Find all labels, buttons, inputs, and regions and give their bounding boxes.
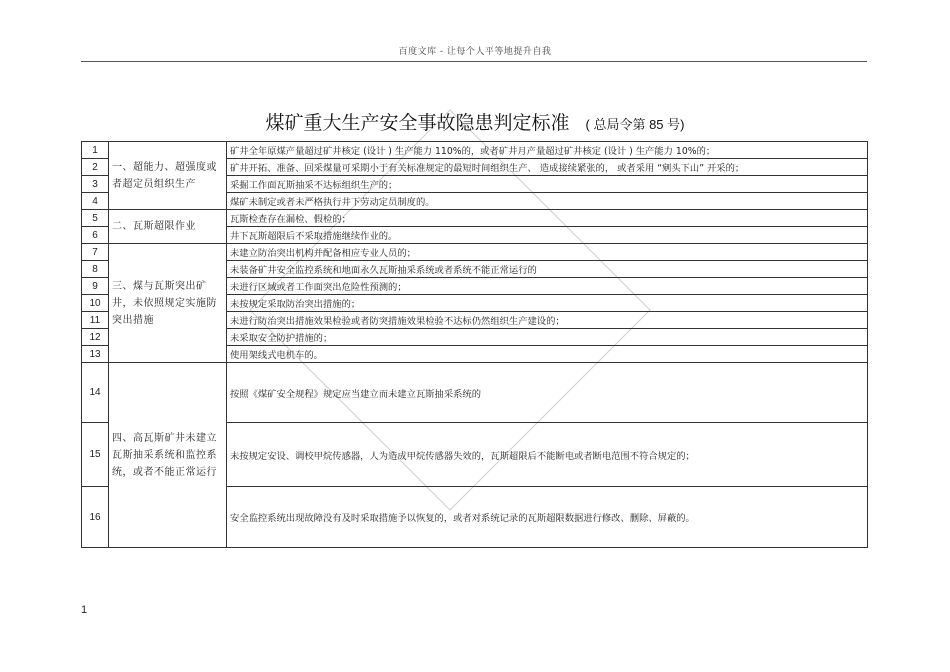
row-number: 14 bbox=[82, 363, 109, 423]
row-text: 井下瓦斯超限后不采取措施继续作业的。 bbox=[227, 227, 868, 244]
row-number: 7 bbox=[82, 244, 109, 261]
header-divider bbox=[81, 61, 867, 62]
row-text: 未进行防治突出措施效果检验或者防突措施效果检验不达标仍然组织生产建设的； bbox=[227, 312, 868, 329]
row-text: 安全监控系统出现故障没有及时采取措施予以恢复的，或者对系统记录的瓦斯超限数据进行修改、删除、屏蔽的。 bbox=[227, 487, 868, 548]
row-text: 矿井全年原煤产量超过矿井核定 (设计 ) 生产能力 110%的，或者矿井月产量超过矿井核定 (设计 ) 生产能力 10%的； bbox=[227, 142, 868, 159]
row-number: 11 bbox=[82, 312, 109, 329]
page-number: 1 bbox=[81, 604, 88, 616]
row-number: 3 bbox=[82, 176, 109, 193]
category-cell: 一、超能力、超强度或者超定员组织生产 bbox=[109, 142, 227, 210]
category-cell: 四、高瓦斯矿井未建立瓦斯抽采系统和监控系统，或者不能正常运行 bbox=[109, 363, 227, 548]
table-row bbox=[82, 210, 868, 227]
row-text: 煤矿未制定或者未严格执行井下劳动定员制度的。 bbox=[227, 193, 868, 210]
page-header: 百度文库 - 让每个人平等地提升自我 bbox=[398, 47, 552, 57]
row-number: 2 bbox=[82, 159, 109, 176]
row-number: 16 bbox=[82, 487, 109, 548]
row-number: 5 bbox=[82, 210, 109, 227]
row-number: 10 bbox=[82, 295, 109, 312]
row-number: 6 bbox=[82, 227, 109, 244]
category-cell: 三、煤与瓦斯突出矿井，未依照规定实施防突出措施 bbox=[109, 244, 227, 363]
row-text: 未采取安全防护措施的； bbox=[227, 329, 868, 346]
row-number: 1 bbox=[82, 142, 109, 159]
document-title bbox=[0, 108, 950, 135]
table-row bbox=[82, 142, 868, 159]
title-subtitle: ( 总局令第 85 号) bbox=[585, 117, 685, 132]
row-number: 12 bbox=[82, 329, 109, 346]
row-text: 未按规定安设、调校甲烷传感器，人为造成甲烷传感器失效的，瓦斯超限后不能断电或者断电范围不符合规定的； bbox=[227, 423, 868, 487]
row-text: 使用架线式电机车的。 bbox=[227, 346, 868, 363]
category-cell: 二、瓦斯超限作业 bbox=[109, 210, 227, 244]
row-text: 未建立防治突出机构并配备相应专业人员的； bbox=[227, 244, 868, 261]
row-text: 未进行区域或者工作面突出危险性预测的； bbox=[227, 278, 868, 295]
row-number: 15 bbox=[82, 423, 109, 487]
table-row bbox=[82, 363, 868, 423]
row-text: 瓦斯检查存在漏检、假检的； bbox=[227, 210, 868, 227]
row-number: 4 bbox=[82, 193, 109, 210]
row-number: 13 bbox=[82, 346, 109, 363]
row-text: 矿井开拓、准备、回采煤量可采期小于有关标准规定的最短时间组织生产、 造成接续紧张的， 或者采用 “剜头下山” 开采的； bbox=[227, 159, 868, 176]
row-text: 采掘工作面瓦斯抽采不达标组织生产的； bbox=[227, 176, 868, 193]
title-main: 煤矿重大生产安全事故隐患判定标准 bbox=[265, 112, 570, 134]
row-text: 未装备矿井安全监控系统和地面永久瓦斯抽采系统或者系统不能正常运行的 bbox=[227, 261, 868, 278]
row-text: 未按规定采取防治突出措施的； bbox=[227, 295, 868, 312]
table-row bbox=[82, 244, 868, 261]
row-text: 按照《煤矿安全规程》规定应当建立而未建立瓦斯抽采系统的 bbox=[227, 363, 868, 423]
hazard-standard-table bbox=[81, 141, 868, 548]
row-number: 9 bbox=[82, 278, 109, 295]
row-number: 8 bbox=[82, 261, 109, 278]
